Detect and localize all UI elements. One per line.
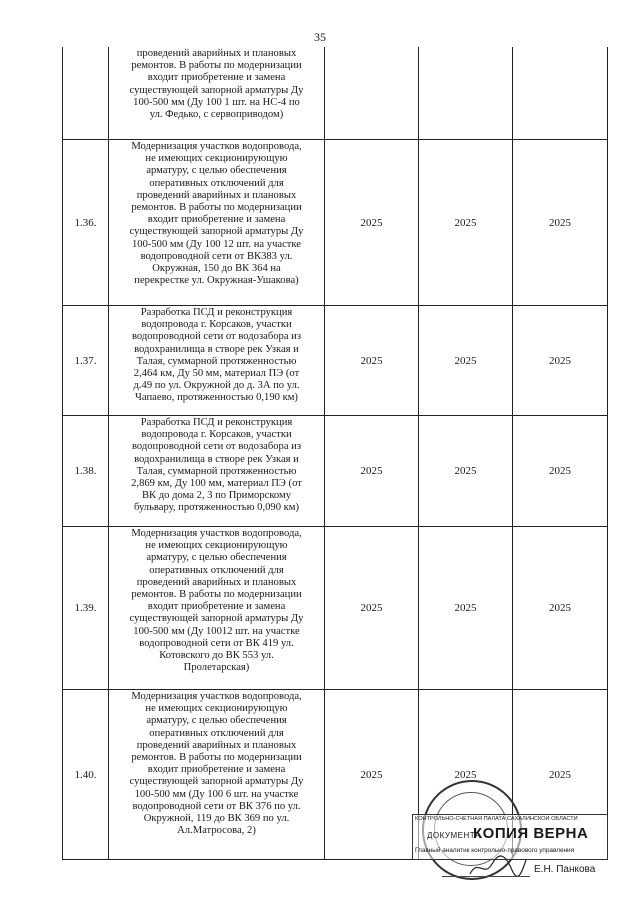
row-number (63, 47, 109, 139)
table-row (63, 139, 607, 305)
schedule-table (62, 47, 608, 860)
table-row (63, 415, 607, 526)
row-description: Разработка ПСД и реконструкция водопровода г. Корсаков, участки водопроводной сети от водозабора из водохранилища в створе рек Узкая и Талая, суммарной протяженностью 2,869 км, Ду 100 мм, материал ПЭ (от ВК до дома 2, 3 по Приморскому бульвару, протяженностью 0,090 км) (109, 416, 325, 526)
row-description: Модернизация участков водопровода, не имеющих секционирующую арматуру, с целью обеспечения оперативных отключений для проведений аварийных и плановых ремонтов. В работы по модернизации входит приобретение и замена существующей запорной арматуры Ду 100-500 мм (Ду 10012 шт. на участке водопроводной сети от ВК 419 ул. Котовского до ВК 553 ул. Пролетарская) (109, 527, 325, 689)
row-year-1: 2025 (325, 140, 419, 305)
row-year-2: 2025 (419, 306, 513, 415)
stamp-organization: КОНТРОЛЬНО-СЧЕТНАЯ ПАЛАТА САХАЛИНСКОЙ ОБЛАСТИ (415, 816, 578, 822)
row-year-3: 2025 (549, 768, 571, 781)
row-year-1: 2025 (325, 527, 419, 689)
table-row (63, 305, 607, 415)
row-description: Модернизация участков водопровода, не имеющих секционирующую арматуру, с целью обеспечения оперативных отключений для проведений аварийных и плановых ремонтов. В работы по модернизации входит приобретение и замена существующей запорной арматуры Ду 100-500 мм (Ду 100 6 шт. на участке водопроводной сети от ВК 376 по ул. Окружной, 119 до ВК 369 по ул. Ал.Матросова, 2) (109, 690, 325, 859)
certification-stamp (412, 780, 608, 880)
row-year-3: 2025 (549, 354, 571, 367)
row-number: 1.38. (63, 416, 109, 526)
row-year-2: 2025 (419, 416, 513, 526)
row-description: проведений аварийных и плановых ремонтов. В работы по модернизации входит приобретение и замена существующей запорной арматуры Ду 100-500 мм (Ду 100 1 шт. на НС-4 по ул. Федько, с сервоприводом) (109, 47, 325, 139)
signature-line (442, 876, 530, 877)
row-year-1: 2025 (325, 306, 419, 415)
stamp-signer: Е.Н. Панкова (534, 864, 596, 875)
row-year-1: 2025 (325, 416, 419, 526)
page-number: 35 (314, 30, 326, 44)
stamp-position: Главный аналитик контрольно-правового управления (415, 847, 575, 854)
row-number: 1.39. (63, 527, 109, 689)
row-year-3 (513, 47, 607, 139)
row-year-3: 2025 (549, 602, 571, 614)
table-row (63, 526, 607, 689)
row-year-2 (419, 47, 513, 139)
row-number: 1.37. (63, 306, 109, 415)
table-row (63, 47, 607, 139)
row-year-3: 2025 (549, 465, 571, 477)
row-year-2: 2025 (419, 527, 513, 689)
row-year-2: 2025 (419, 140, 513, 305)
row-year-3: 2025 (549, 216, 571, 229)
row-number: 1.40. (63, 690, 109, 859)
row-description: Разработка ПСД и реконструкция водопровода г. Корсаков, участки водопроводной сети от водозабора из водохранилища в створе рек Узкая и Талая, суммарной протяженностью 2,464 км, Ду 50 мм, материал ПЭ (от д.49 по ул. Окружной до д. 3А по ул. Чапаево, протяженностью 0,190 км) (109, 306, 325, 415)
row-year-1 (325, 47, 419, 139)
stamp-title: КОПИЯ ВЕРНА (473, 825, 589, 842)
row-year-1: 2025 (325, 690, 419, 859)
stamp-document-word: ДОКУМЕНТА (427, 831, 481, 840)
row-number: 1.36. (63, 140, 109, 305)
row-year-2: 2025 (419, 690, 513, 859)
row-description: Модернизация участков водопровода, не имеющих секционирующую арматуру, с целью обеспечения оперативных отключений для проведений аварийных и плановых ремонтов. В работы по модернизации входит приобретение и замена существующей запорной арматуры Ду 100-500 мм (Ду 100 12 шт. на участке водопроводной сети от ВК383 ул. Окружная, 150 до ВК 364 на перекрестке ул. Окружная-Ушакова) (109, 140, 325, 305)
